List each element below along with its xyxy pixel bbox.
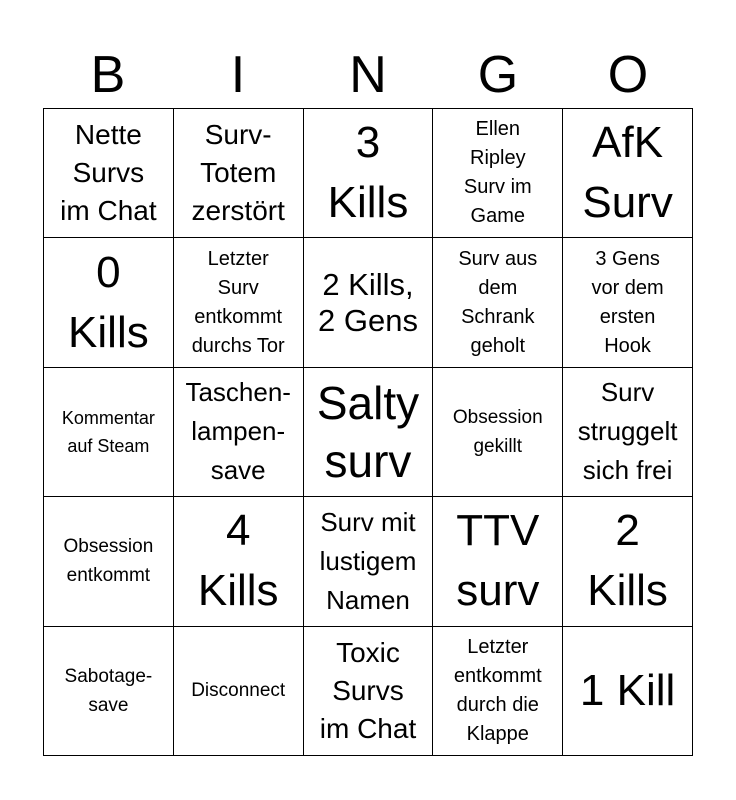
cell-text: Sabotage- save (64, 665, 153, 716)
header-letter-i: I (230, 46, 246, 104)
cell-text: Kommentar auf Steam (61, 407, 155, 456)
cell-text: Toxic Survs im Chat (319, 636, 417, 744)
bingo-cell[interactable] (44, 368, 174, 497)
bingo-cell[interactable] (44, 109, 174, 238)
bingo-cell[interactable] (304, 497, 434, 626)
header-letter-n: N (349, 46, 387, 104)
header-letter-g: G (477, 46, 519, 104)
cell-text: Surv- Totem zerstört (191, 119, 285, 227)
bingo-cell[interactable] (563, 238, 693, 367)
bingo-cell[interactable] (174, 109, 304, 238)
cell-text: 0 Kills (68, 247, 149, 357)
bingo-cell[interactable] (304, 238, 434, 367)
bingo-cell[interactable] (433, 497, 563, 626)
bingo-cell[interactable] (563, 497, 693, 626)
cell-text: 4 Kills (197, 506, 279, 616)
cell-text: Surv aus dem Schrank geholt (458, 247, 538, 357)
cell-text: 3 Gens vor dem ersten Hook (591, 247, 664, 357)
cell-text: TTV surv (456, 506, 540, 616)
cell-text: Surv struggelt sich frei (577, 377, 678, 486)
bingo-cell[interactable] (304, 368, 434, 497)
cell-text: 2 Kills (587, 506, 668, 616)
bingo-cell[interactable] (304, 109, 434, 238)
bingo-cell[interactable] (44, 238, 174, 367)
bingo-cell[interactable] (563, 109, 693, 238)
cell-text: Salty surv (316, 376, 420, 487)
bingo-cell[interactable] (433, 627, 563, 756)
bingo-cell[interactable] (174, 368, 304, 497)
bingo-cell[interactable] (174, 238, 304, 367)
cell-text: Surv mit lustigem Namen (319, 506, 417, 615)
bingo-cell[interactable] (433, 238, 563, 367)
bingo-cell[interactable] (174, 497, 304, 626)
cell-text: Letzter Surv entkommt durchs Tor (191, 247, 285, 357)
bingo-cell[interactable] (44, 497, 174, 626)
cell-text: Ellen Ripley Surv im Game (463, 118, 532, 228)
cell-text: Disconnect (191, 680, 286, 702)
bingo-cell[interactable] (304, 627, 434, 756)
cell-text: Taschen- lampen- save (185, 377, 291, 486)
bingo-cell[interactable] (433, 109, 563, 238)
cell-text: AfK Surv (582, 118, 673, 228)
bingo-cell[interactable] (44, 627, 174, 756)
cell-text: 1 Kill (579, 665, 676, 715)
cell-text: 3 Kills (327, 118, 409, 228)
bingo-cell[interactable] (563, 368, 693, 497)
cell-text: Obsession gekillt (452, 406, 543, 457)
bingo-cell[interactable] (563, 627, 693, 756)
bingo-grid (43, 108, 693, 756)
bingo-header (43, 44, 693, 106)
header-letter-b: B (90, 46, 126, 104)
bingo-cell[interactable] (433, 368, 563, 497)
header-letter-o: O (607, 46, 649, 104)
cell-text: Obsession entkommt (63, 536, 154, 587)
cell-text: Nette Survs im Chat (60, 119, 157, 227)
cell-text: 2 Kills, 2 Gens (318, 266, 418, 338)
cell-text: Letzter entkommt durch die Klappe (453, 635, 542, 745)
bingo-cell[interactable] (174, 627, 304, 756)
